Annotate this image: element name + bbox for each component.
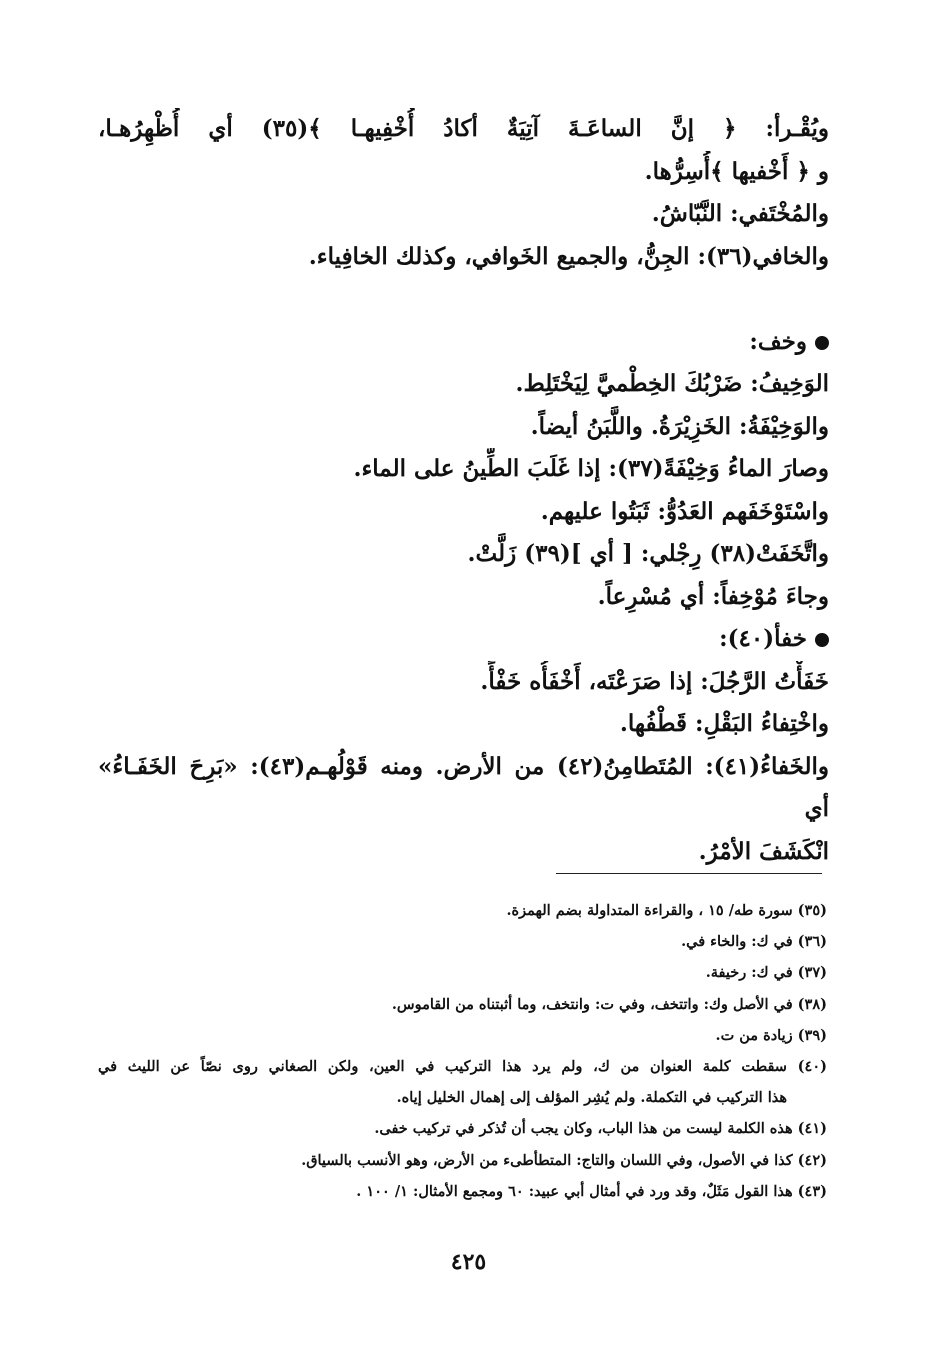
entry-heading bbox=[98, 321, 829, 364]
footnote: (٣٥) سورة طه/ ١٥ ، والقراءة المتداولة بضم الهمزة. bbox=[506, 902, 827, 919]
bullet-icon bbox=[815, 633, 829, 647]
text-line: واسْتَوْخَفَهم العَدُوُّ: ثَبَتُوا عليهم. bbox=[540, 497, 829, 525]
text-line: واتَّخَفَتْ(٣٨) رِجْلي: [ أي ](٣٩) زَلَّتْ. bbox=[467, 540, 829, 567]
bullet-icon bbox=[815, 336, 829, 350]
footnote: (٤١) هذه الكلمة ليست من هذا الباب، وكان يجب أن تُذكر في تركيب خفى. bbox=[374, 1120, 827, 1138]
text-line: وجاءَ مُوْخِفاً: أي مُسْرِعاً. bbox=[597, 582, 829, 610]
footnote: (٣٧) في ك: رخيفة. bbox=[705, 964, 827, 982]
page-number: ٤٢٥ bbox=[450, 1249, 487, 1275]
footnote: (٤٢) كذا في الأصول، وفي اللسان والتاج: المتطأطىء من الأرض، وهو الأنسب بالسياق. bbox=[301, 1151, 827, 1169]
blank-line bbox=[98, 278, 829, 321]
text-line: و ﴿ أَخْفيها ﴾أُسِرُّها. bbox=[644, 157, 829, 185]
footnote: (٤٣) هذا القول مَثَلٌ، وقد ورد في أمثال أبي عبيد: ٦٠ ومجمع الأمثال: ١/ ١٠٠ . bbox=[356, 1182, 827, 1200]
footnotes bbox=[98, 895, 827, 1207]
main-text bbox=[98, 108, 829, 873]
text-line: وصارَ الماءُ وَخِيْفَةً(٣٧): إذا غَلَبَ الطِّينُ على الماء. bbox=[353, 455, 829, 482]
entry-heading-text: خفأ(٤٠): bbox=[719, 625, 807, 652]
footnote: (٣٩) زيادة من ت. bbox=[715, 1026, 827, 1044]
footnote: (٤٠) سقطت كلمة العنوان من ك، ولم يرد هذا التركيب في العين، ولكن الصغاني روى نصّاً عن الليث في bbox=[98, 1058, 827, 1076]
text-line: ويُقْـرأ: ﴿ إنَّ الساعَـةَ آتِيَةٌ أكادُ أُخْفِيهـا ﴾(٣٥) أي أُظْهِرُهـا، bbox=[98, 115, 829, 142]
text-line: والخافي(٣٦): الجِنُّ، والجميع الخَوافي، وكذلك الخافِياء. bbox=[308, 242, 829, 270]
text-line: والخَفاءُ(٤١): المُتَطامِنُ(٤٢) من الأرض. ومنه قَوْلُهـم(٤٣): «بَرِحَ الخَفَـاءُ» أي bbox=[98, 752, 829, 822]
text-line: والمُخْتَفي: النَّبّاشُ. bbox=[651, 200, 829, 227]
footnote: (٣٦) في ك: والخاء في. bbox=[681, 933, 827, 951]
footnote-continuation: هذا التركيب في التكملة. ولم يُشِر المؤلف إلى إهمال الخليل إياه. bbox=[396, 1089, 787, 1107]
text-line: انْكَشَفَ الأمْرُ. bbox=[698, 837, 829, 865]
text-line: واخْتِفاءُ البَقْلِ: قَطْفُها. bbox=[619, 710, 829, 737]
footnote: (٣٨) في الأصل وك: واتتخف، وفي ت: وانتخف، وما أثبتناه من القاموس. bbox=[391, 995, 827, 1013]
text-line: خَفَأْتُ الرَّجُلَ: إذا صَرَعْتَه، أَخْفَأُه خَفْأً. bbox=[480, 667, 829, 695]
entry-heading-text: وخف: bbox=[749, 327, 807, 355]
text-line: والوَخِيْفَةُ: الخَزِيْرَةُ. واللَّبَنُ أيضاً. bbox=[530, 412, 829, 440]
text-line: الوَخِيفُ: ضَرْبُكَ الخِطْميَّ لِيَخْتَلِط. bbox=[515, 370, 829, 397]
footnote-separator bbox=[556, 873, 822, 874]
entry-heading bbox=[98, 618, 829, 661]
